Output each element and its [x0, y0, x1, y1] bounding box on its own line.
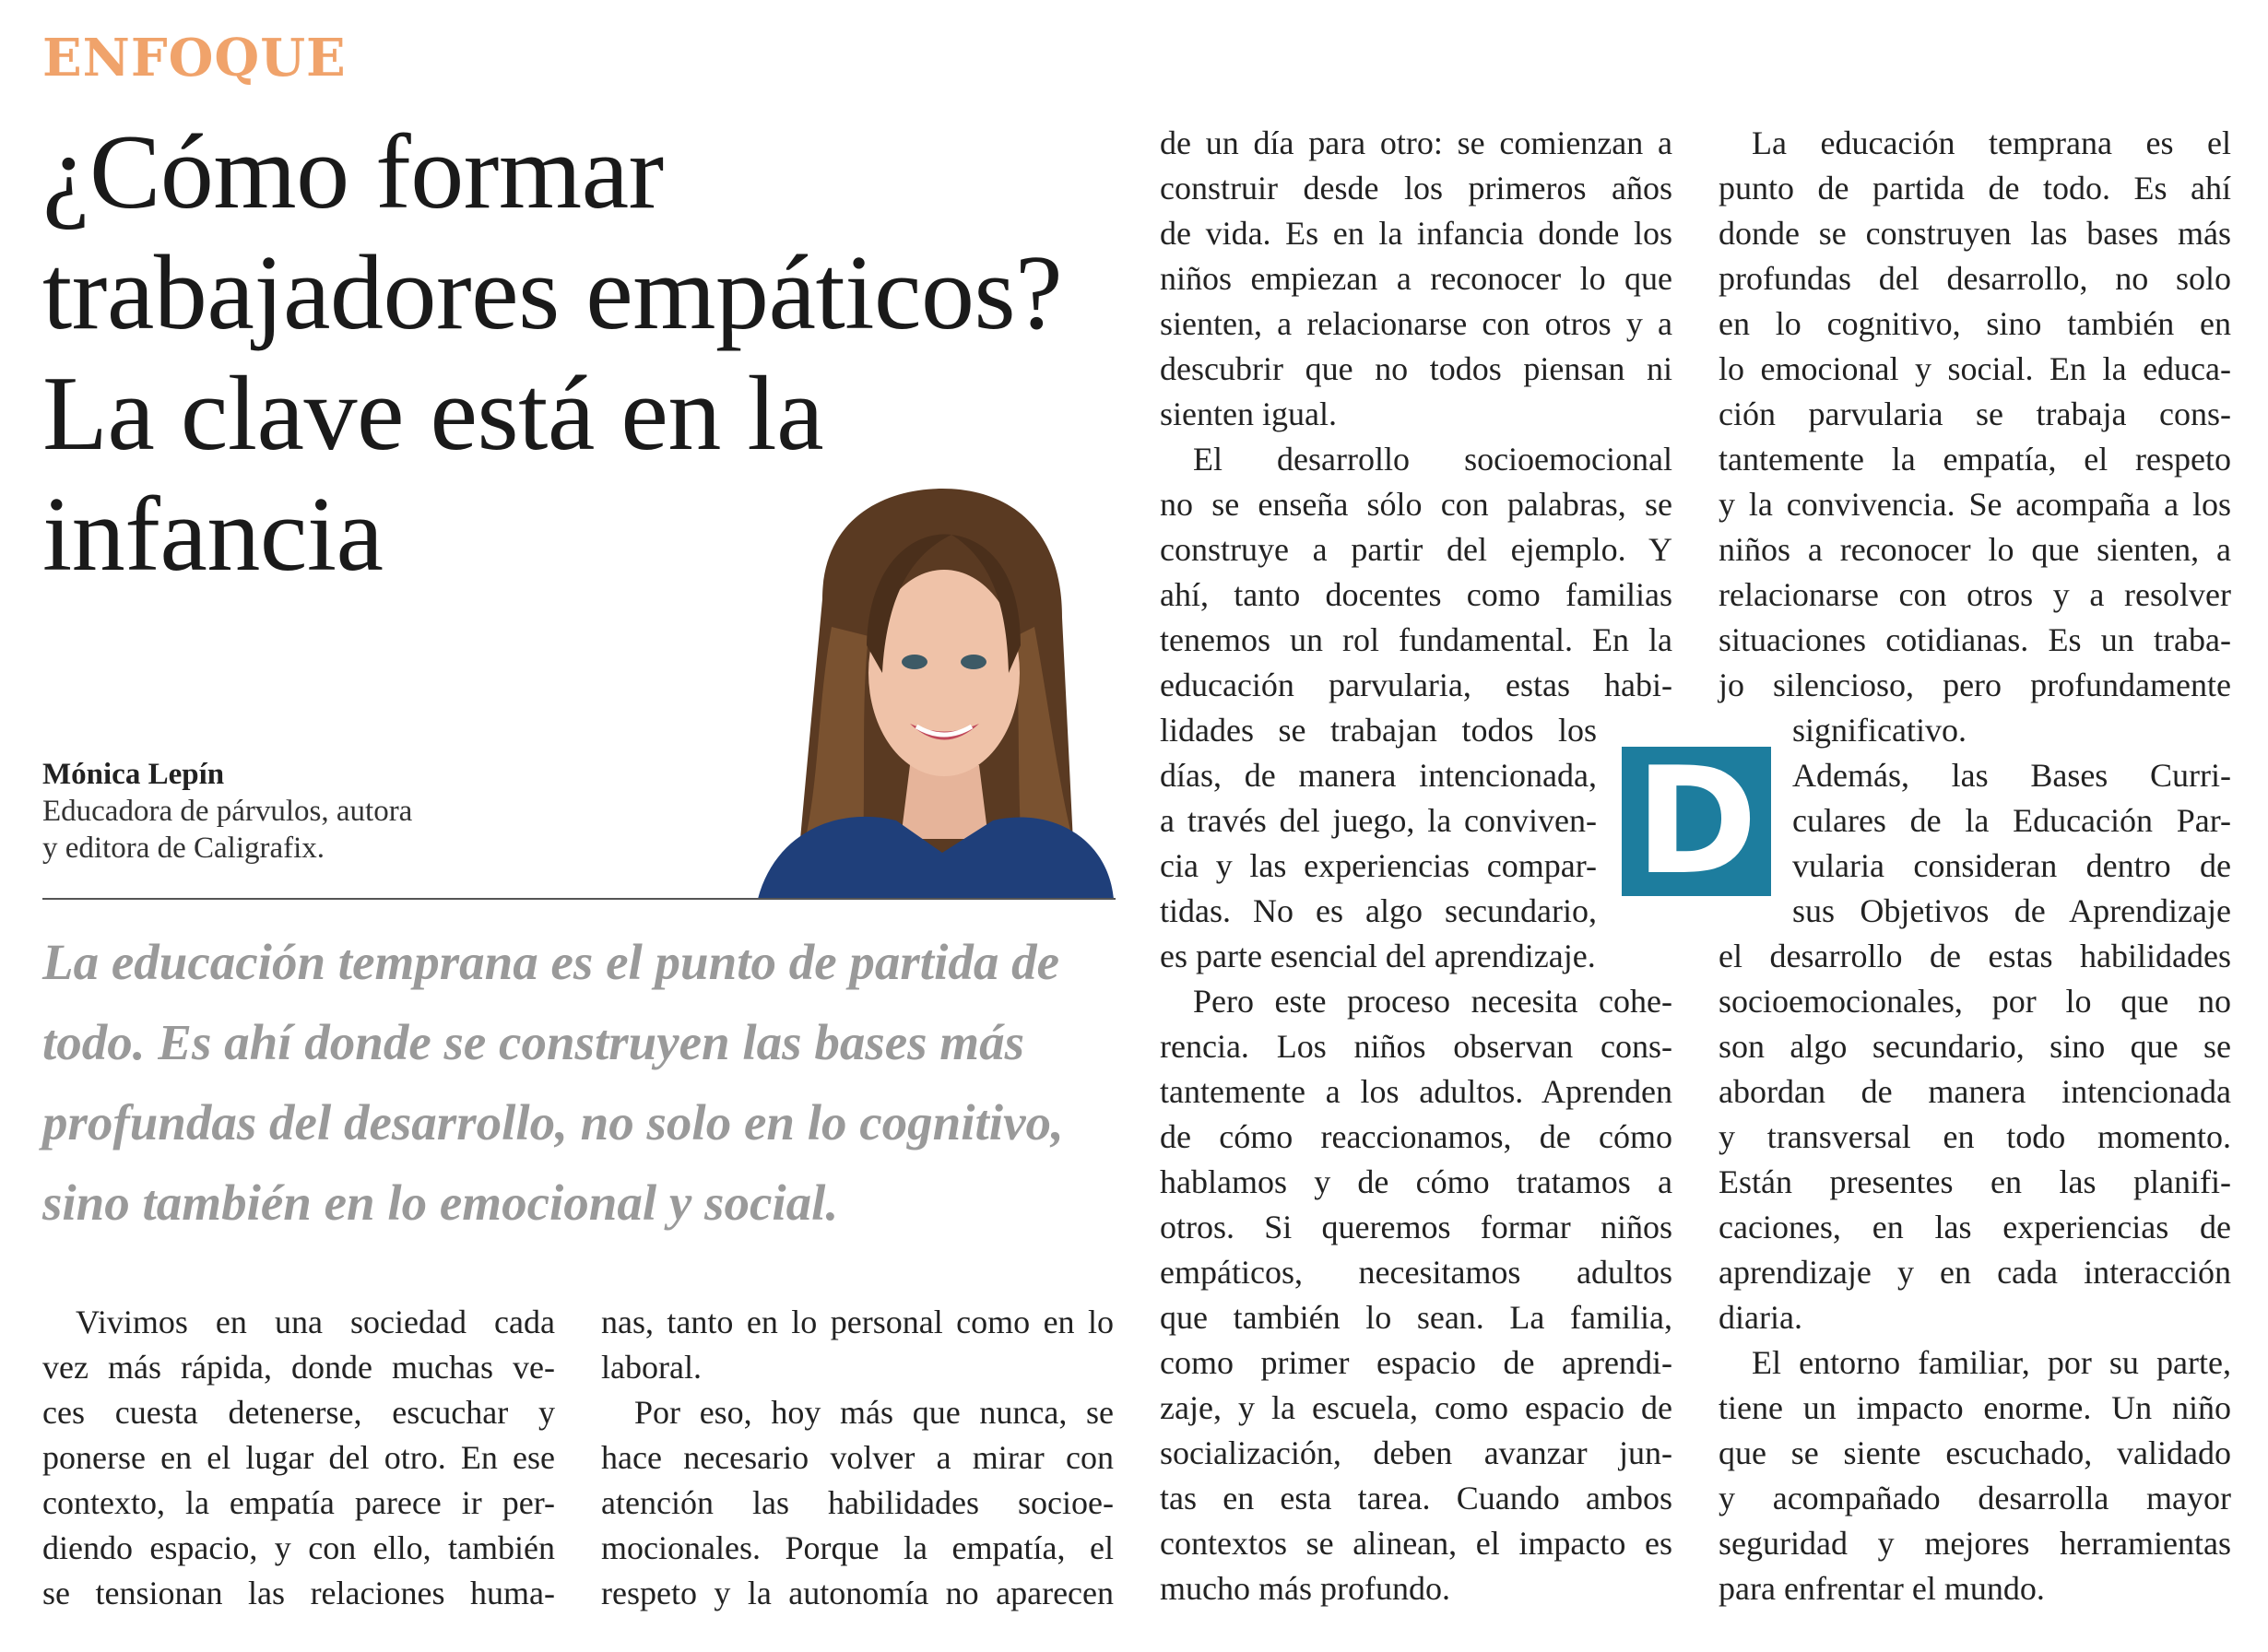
text-line: abordan de manera intencionada	[1719, 1073, 2231, 1110]
pull-quote-line: sino también en lo emocional y social.	[42, 1174, 839, 1231]
text-line: significativo.	[1792, 712, 1967, 749]
text-line: profundas del desarrollo, no solo	[1719, 260, 2231, 297]
text-line: sienten igual.	[1160, 395, 1337, 432]
article-column-3	[1160, 121, 1672, 1611]
text-line: donde se construyen las bases más	[1719, 215, 2231, 252]
text-line: aprendizaje y en cada interacción	[1719, 1254, 2231, 1291]
text-line: y acompañado desarrolla mayor	[1719, 1480, 2231, 1516]
text-line: y la convivencia. Se acompaña a los	[1719, 486, 2231, 523]
author-byline	[42, 756, 725, 867]
text-line: educación parvularia, estas habi-	[1160, 667, 1672, 703]
text-line: niños a reconocer lo que sienten, a	[1719, 531, 2231, 568]
text-line: tidas. No es algo secundario,	[1160, 892, 1597, 929]
divider-rule	[42, 898, 1116, 900]
text-line: respeto y la autonomía no aparecen	[601, 1575, 1114, 1611]
text-line: La educación temprana es el	[1752, 124, 2231, 161]
text-line: Vivimos en una sociedad cada	[76, 1304, 555, 1340]
author-portrait-icon	[758, 489, 1114, 899]
author-role: Educadora de párvulos, autora	[42, 795, 413, 828]
text-line: El desarrollo socioemocional	[1193, 441, 1672, 478]
text-line: hace necesario volver a mirar con	[601, 1439, 1114, 1476]
text-line: descubrir que no todos piensan ni	[1160, 350, 1672, 387]
text-line: socialización, deben avanzar jun-	[1160, 1434, 1672, 1471]
text-line: caciones, en las experiencias de	[1719, 1209, 2231, 1245]
text-line: empáticos, necesitamos adultos	[1160, 1254, 1672, 1291]
text-line: ahí, tanto docentes como familias	[1160, 576, 1672, 613]
text-line: lo emocional y social. En la educa-	[1719, 350, 2231, 387]
text-line: días, de manera intencionada,	[1160, 757, 1597, 794]
article-column-2	[601, 1300, 1114, 1616]
section-label: ENFOQUE	[42, 28, 347, 88]
headline-line: infancia	[42, 476, 384, 594]
text-line: para enfrentar el mundo.	[1719, 1570, 2045, 1607]
text-line: otros. Si queremos formar niños	[1160, 1209, 1672, 1245]
author-role: y editora de Caligrafix.	[42, 832, 325, 865]
pull-quote-line: profundas del desarrollo, no solo en lo cognitivo,	[42, 1094, 1064, 1150]
text-line: culares de la Educación Par-	[1792, 802, 2231, 839]
text-line: de un día para otro: se comienzan a	[1160, 124, 1672, 161]
text-line: situaciones cotidianas. Es un traba-	[1719, 621, 2231, 658]
text-line: ces cuesta detenerse, escuchar y	[42, 1394, 555, 1431]
text-line: ponerse en el lugar del otro. En ese	[42, 1439, 555, 1476]
text-line: son algo secundario, sino que se	[1719, 1028, 2231, 1065]
text-line: atención las habilidades socioe-	[601, 1484, 1114, 1521]
text-line: seguridad y mejores herramientas	[1719, 1525, 2231, 1562]
text-line: mucho más profundo.	[1160, 1570, 1450, 1607]
text-line: es parte esencial del aprendizaje.	[1160, 938, 1596, 974]
text-line: Están presentes en las planifi-	[1719, 1163, 2231, 1200]
text-line: tiene un impacto enorme. Un niño	[1719, 1389, 2231, 1426]
text-line: sienten, a relacionarse con otros y a	[1160, 305, 1672, 342]
text-line: construye a partir del ejemplo. Y	[1160, 531, 1672, 568]
text-line: mocionales. Porque la empatía, el	[601, 1529, 1114, 1566]
text-line: niños empiezan a reconocer lo que	[1160, 260, 1672, 297]
text-line: el desarrollo de estas habilidades	[1719, 938, 2231, 974]
text-line: se tensionan las relaciones huma-	[42, 1575, 555, 1611]
headline-line: ¿Cómo formar	[42, 113, 664, 231]
article-column-1	[42, 1300, 555, 1616]
drop-cap: D	[1622, 747, 1771, 896]
text-line: contexto, la empatía parece ir per-	[42, 1484, 555, 1521]
text-line: nas, tanto en lo personal como en lo	[601, 1304, 1114, 1340]
text-line: tantemente la empatía, el respeto	[1719, 441, 2231, 478]
text-line: jo silencioso, pero profundamente	[1719, 667, 2231, 703]
text-line: diaria.	[1719, 1299, 1802, 1336]
text-line: que también lo sean. La familia,	[1160, 1299, 1672, 1336]
text-line: socioemocionales, por lo que no	[1719, 983, 2231, 1020]
text-line: de cómo reaccionamos, de cómo	[1160, 1118, 1672, 1155]
pull-quote	[42, 922, 1121, 1243]
text-line: El entorno familiar, por su parte,	[1752, 1344, 2231, 1381]
text-line: que se siente escuchado, validado	[1719, 1434, 2231, 1471]
pull-quote-line: todo. Es ahí donde se construyen las bases más	[42, 1014, 1024, 1070]
text-line: cia y las experiencias compar-	[1160, 847, 1597, 884]
text-line: Por eso, hoy más que nunca, se	[634, 1394, 1114, 1431]
text-line: no se enseña sólo con palabras, se	[1160, 486, 1672, 523]
text-line: en lo cognitivo, sino también en	[1719, 305, 2231, 342]
pull-quote-line: La educación temprana es el punto de partida de	[42, 934, 1060, 990]
text-line: vularia consideran dentro de	[1792, 847, 2231, 884]
article-column-4	[1719, 121, 2231, 1611]
text-line: Pero este proceso necesita cohe-	[1193, 983, 1672, 1020]
text-line: relacionarse con otros y a resolver	[1719, 576, 2231, 613]
text-line: hablamos y de cómo tratamos a	[1160, 1163, 1672, 1200]
text-line: zaje, y la escuela, como espacio de	[1160, 1389, 1672, 1426]
text-line: ción parvularia se trabaja cons-	[1719, 395, 2231, 432]
text-line: contextos se alinean, el impacto es	[1160, 1525, 1672, 1562]
text-line: de vida. Es en la infancia donde los	[1160, 215, 1672, 252]
text-line: tenemos un rol fundamental. En la	[1160, 621, 1672, 658]
text-line: vez más rápida, donde muchas ve-	[42, 1349, 555, 1386]
text-line: laboral.	[601, 1349, 702, 1386]
text-line: como primer espacio de aprendi-	[1160, 1344, 1672, 1381]
headline-line: La clave está en la	[42, 355, 824, 473]
text-line: Además, las Bases Curri-	[1792, 757, 2231, 794]
headline-line: trabajadores empáticos?	[42, 234, 1063, 352]
text-line: a través del juego, la conviven-	[1160, 802, 1597, 839]
text-line: punto de partida de todo. Es ahí	[1719, 170, 2231, 206]
text-line: lidades se trabajan todos los	[1160, 712, 1597, 749]
text-line: tas en esta tarea. Cuando ambos	[1160, 1480, 1672, 1516]
author-name: Mónica Lepín	[42, 758, 225, 791]
text-line: sus Objetivos de Aprendizaje	[1792, 892, 2231, 929]
text-line: y transversal en todo momento.	[1719, 1118, 2231, 1155]
text-line: rencia. Los niños observan cons-	[1160, 1028, 1672, 1065]
text-line: tantemente a los adultos. Aprenden	[1160, 1073, 1672, 1110]
text-line: construir desde los primeros años	[1160, 170, 1672, 206]
text-line: diendo espacio, y con ello, también	[42, 1529, 555, 1566]
